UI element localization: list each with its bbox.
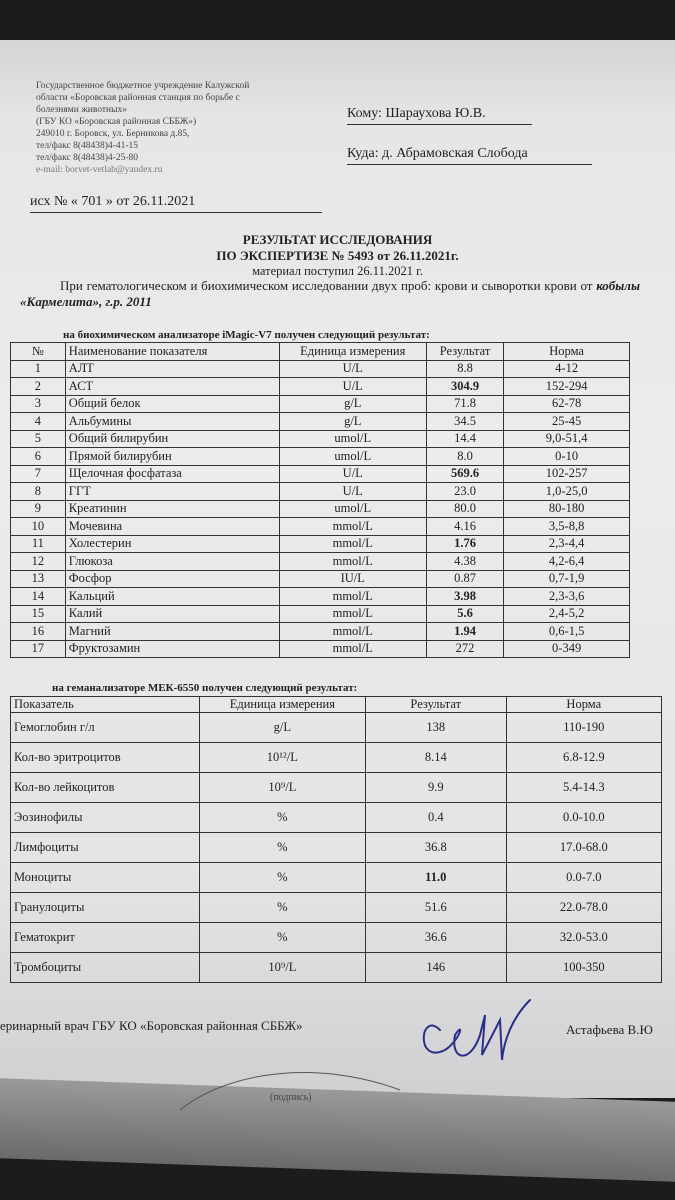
cell-name: Общий белок xyxy=(65,395,279,413)
cell-name: Креатинин xyxy=(65,500,279,518)
cell-result: 304.9 xyxy=(426,378,503,396)
table-row xyxy=(11,588,630,606)
cell-name: Прямой билирубин xyxy=(65,448,279,466)
cell-name: Щелочная фосфатаза xyxy=(65,465,279,483)
cell-norm: 0-349 xyxy=(504,640,630,658)
table-row xyxy=(11,923,662,953)
cell-norm: 1,0-25,0 xyxy=(504,483,630,501)
cell-unit: mmol/L xyxy=(279,623,426,641)
cell-unit: mmol/L xyxy=(279,640,426,658)
cell-indicator: Кол-во эритроцитов xyxy=(11,743,200,773)
cell-unit: mmol/L xyxy=(279,553,426,571)
stamp-text: (подпись) xyxy=(270,1092,312,1103)
cell-norm: 62-78 xyxy=(504,395,630,413)
organization-block xyxy=(36,80,336,176)
cell-name: Холестерин xyxy=(65,535,279,553)
cell-unit: umol/L xyxy=(279,430,426,448)
cell-no: 16 xyxy=(11,623,66,641)
table-row xyxy=(11,743,662,773)
org-line: области «Боровская районная станция по борьбе с xyxy=(36,93,240,103)
cell-unit: mmol/L xyxy=(279,588,426,606)
cell-result: 1.94 xyxy=(426,623,503,641)
cell-name: АСТ xyxy=(65,378,279,396)
table-row xyxy=(11,500,630,518)
table-header-row xyxy=(11,697,662,713)
cell-norm: 0,6-1,5 xyxy=(504,623,630,641)
destination-underline xyxy=(347,164,592,165)
cell-no: 1 xyxy=(11,360,66,378)
cell-unit: % xyxy=(199,803,365,833)
cell-result: 51.6 xyxy=(365,893,506,923)
col-header-norm: Норма xyxy=(506,697,661,713)
table-row xyxy=(11,535,630,553)
cell-no: 4 xyxy=(11,413,66,431)
table-row xyxy=(11,833,662,863)
cell-no: 13 xyxy=(11,570,66,588)
cell-unit: U/L xyxy=(279,360,426,378)
cell-result: 4.16 xyxy=(426,518,503,536)
table-row xyxy=(11,713,662,743)
table-row xyxy=(11,360,630,378)
intro-paragraph xyxy=(20,278,640,310)
cell-indicator: Гемоглобин г/л xyxy=(11,713,200,743)
document-sheet xyxy=(0,40,675,1098)
cell-result: 3.98 xyxy=(426,588,503,606)
cell-name: АЛТ xyxy=(65,360,279,378)
cell-norm: 110-190 xyxy=(506,713,661,743)
cell-norm: 9,0-51,4 xyxy=(504,430,630,448)
col-header-name: Наименование показателя xyxy=(65,343,279,361)
cell-norm: 0-10 xyxy=(504,448,630,466)
cell-unit: U/L xyxy=(279,378,426,396)
cell-norm: 17.0-68.0 xyxy=(506,833,661,863)
cell-unit: U/L xyxy=(279,465,426,483)
recipient-underline xyxy=(347,124,532,125)
cell-unit: IU/L xyxy=(279,570,426,588)
cell-norm: 2,4-5,2 xyxy=(504,605,630,623)
signatory-name: Астафьева В.Ю xyxy=(566,1022,653,1037)
cell-unit: 10⁹/L xyxy=(199,773,365,803)
org-line: (ГБУ КО «Боровская районная СББЖ») xyxy=(36,117,197,127)
table-row xyxy=(11,518,630,536)
cell-no: 11 xyxy=(11,535,66,553)
cell-result: 34.5 xyxy=(426,413,503,431)
cell-unit: % xyxy=(199,833,365,863)
table-row xyxy=(11,378,630,396)
col-header-unit: Единица измерения xyxy=(279,343,426,361)
col-header-indicator: Показатель xyxy=(11,697,200,713)
cell-result: 0.4 xyxy=(365,803,506,833)
stamp-mark xyxy=(160,1060,420,1120)
table-row xyxy=(11,863,662,893)
intro-text: При гематологическом и биохимическом исследовании двух проб: крови и сыворотки крови от xyxy=(60,278,593,293)
cell-norm: 3,5-8,8 xyxy=(504,518,630,536)
cell-name: Калий xyxy=(65,605,279,623)
cell-indicator: Лимфоциты xyxy=(11,833,200,863)
org-email: e-mail: borvet-vetlab@yandex.ru xyxy=(36,165,163,175)
cell-result: 71.8 xyxy=(426,395,503,413)
org-line: Государственное бюджетное учреждение Калужской xyxy=(36,81,250,91)
cell-result: 8.8 xyxy=(426,360,503,378)
table-row xyxy=(11,553,630,571)
cell-result: 138 xyxy=(365,713,506,743)
cell-result: 36.8 xyxy=(365,833,506,863)
col-header-no: № xyxy=(11,343,66,361)
cell-unit: 10¹²/L xyxy=(199,743,365,773)
biochem-caption: на биохимическом анализаторе iMagic-V7 получен следующий результат: xyxy=(63,329,430,341)
cell-norm: 152-294 xyxy=(504,378,630,396)
cell-no: 17 xyxy=(11,640,66,658)
org-line: тел/факс 8(48438)4-25-80 xyxy=(36,153,138,163)
table-row xyxy=(11,483,630,501)
cell-no: 2 xyxy=(11,378,66,396)
cell-no: 15 xyxy=(11,605,66,623)
outgoing-number: исх № « 701 » от 26.11.2021 xyxy=(30,194,196,209)
cell-norm: 0,7-1,9 xyxy=(504,570,630,588)
table-row xyxy=(11,953,662,983)
cell-no: 8 xyxy=(11,483,66,501)
cell-result: 23.0 xyxy=(426,483,503,501)
table-row xyxy=(11,893,662,923)
table-row xyxy=(11,773,662,803)
cell-result: 36.6 xyxy=(365,923,506,953)
cell-result: 0.87 xyxy=(426,570,503,588)
hemato-table xyxy=(10,696,662,983)
cell-unit: % xyxy=(199,863,365,893)
cell-unit: mmol/L xyxy=(279,605,426,623)
cell-norm: 5.4-14.3 xyxy=(506,773,661,803)
handwritten-signature xyxy=(410,990,540,1070)
cell-unit: mmol/L xyxy=(279,518,426,536)
cell-norm: 102-257 xyxy=(504,465,630,483)
cell-name: Фосфор xyxy=(65,570,279,588)
cell-norm: 0.0-7.0 xyxy=(506,863,661,893)
cell-norm: 32.0-53.0 xyxy=(506,923,661,953)
cell-result: 9.9 xyxy=(365,773,506,803)
cell-result: 5.6 xyxy=(426,605,503,623)
cell-result: 146 xyxy=(365,953,506,983)
org-line: болезнями животных» xyxy=(36,105,128,115)
cell-norm: 4-12 xyxy=(504,360,630,378)
cell-norm: 2,3-3,6 xyxy=(504,588,630,606)
cell-name: Общий билирубин xyxy=(65,430,279,448)
cell-indicator: Эозинофилы xyxy=(11,803,200,833)
cell-unit: umol/L xyxy=(279,500,426,518)
intro-subject: кобылы «Кармелита», г.р. 2011 xyxy=(20,278,640,309)
cell-no: 7 xyxy=(11,465,66,483)
cell-result: 80.0 xyxy=(426,500,503,518)
cell-name: Кальций xyxy=(65,588,279,606)
signatory-position: еринарный врач ГБУ КО «Боровская районная СББЖ» xyxy=(0,1018,303,1033)
table-row xyxy=(11,570,630,588)
cell-result: 8.0 xyxy=(426,448,503,466)
recipient: Кому: Шараухова Ю.В. xyxy=(347,106,486,121)
cell-unit: g/L xyxy=(279,395,426,413)
received-date: материал поступил 26.11.2021 г. xyxy=(252,264,423,278)
cell-no: 5 xyxy=(11,430,66,448)
outgoing-underline xyxy=(30,212,322,213)
table-row xyxy=(11,448,630,466)
cell-result: 14.4 xyxy=(426,430,503,448)
cell-result: 569.6 xyxy=(426,465,503,483)
cell-norm: 2,3-4,4 xyxy=(504,535,630,553)
col-header-norm: Норма xyxy=(504,343,630,361)
col-header-result: Результат xyxy=(426,343,503,361)
table-header-row xyxy=(11,343,630,361)
cell-result: 1.76 xyxy=(426,535,503,553)
table-row xyxy=(11,395,630,413)
cell-norm: 25-45 xyxy=(504,413,630,431)
cell-unit: g/L xyxy=(279,413,426,431)
destination: Куда: д. Абрамовская Слобода xyxy=(347,146,528,161)
cell-result: 8.14 xyxy=(365,743,506,773)
document-title: РЕЗУЛЬТАТ ИССЛЕДОВАНИЯ xyxy=(242,232,433,247)
biochem-table xyxy=(10,342,630,658)
cell-name: Альбумины xyxy=(65,413,279,431)
cell-norm: 0.0-10.0 xyxy=(506,803,661,833)
table-row xyxy=(11,623,630,641)
cell-unit: 10⁹/L xyxy=(199,953,365,983)
cell-indicator: Гранулоциты xyxy=(11,893,200,923)
cell-no: 14 xyxy=(11,588,66,606)
cell-no: 10 xyxy=(11,518,66,536)
cell-norm: 80-180 xyxy=(504,500,630,518)
cell-result: 272 xyxy=(426,640,503,658)
cell-name: ГГТ xyxy=(65,483,279,501)
col-header-unit: Единица измерения xyxy=(199,697,365,713)
cell-name: Мочевина xyxy=(65,518,279,536)
expertise-number: ПО ЭКСПЕРТИЗЕ № 5493 от 26.11.2021г. xyxy=(216,248,459,263)
table-row xyxy=(11,803,662,833)
cell-unit: g/L xyxy=(199,713,365,743)
table-row xyxy=(11,605,630,623)
table-row xyxy=(11,640,630,658)
cell-indicator: Моноциты xyxy=(11,863,200,893)
cell-no: 9 xyxy=(11,500,66,518)
cell-indicator: Гематокрит xyxy=(11,923,200,953)
table-row xyxy=(11,413,630,431)
cell-norm: 22.0-78.0 xyxy=(506,893,661,923)
cell-name: Глюкоза xyxy=(65,553,279,571)
table-row xyxy=(11,430,630,448)
cell-norm: 4,2-6,4 xyxy=(504,553,630,571)
cell-no: 6 xyxy=(11,448,66,466)
cell-result: 11.0 xyxy=(365,863,506,893)
cell-indicator: Кол-во лейкоцитов xyxy=(11,773,200,803)
cell-unit: U/L xyxy=(279,483,426,501)
cell-indicator: Тромбоциты xyxy=(11,953,200,983)
cell-unit: % xyxy=(199,893,365,923)
col-header-result: Результат xyxy=(365,697,506,713)
cell-norm: 6.8-12.9 xyxy=(506,743,661,773)
cell-unit: umol/L xyxy=(279,448,426,466)
org-line: тел/факс 8(48438)4-41-15 xyxy=(36,141,138,151)
hemato-caption: на гемaнализаторе МЕК-6550 получен следующий результат: xyxy=(52,682,358,694)
cell-name: Магний xyxy=(65,623,279,641)
table-row xyxy=(11,465,630,483)
cell-norm: 100-350 xyxy=(506,953,661,983)
org-line: 249010 г. Боровск, ул. Берникова д.85, xyxy=(36,129,190,139)
cell-unit: % xyxy=(199,923,365,953)
cell-result: 4.38 xyxy=(426,553,503,571)
cell-no: 12 xyxy=(11,553,66,571)
cell-unit: mmol/L xyxy=(279,535,426,553)
cell-no: 3 xyxy=(11,395,66,413)
cell-name: Фруктозамин xyxy=(65,640,279,658)
